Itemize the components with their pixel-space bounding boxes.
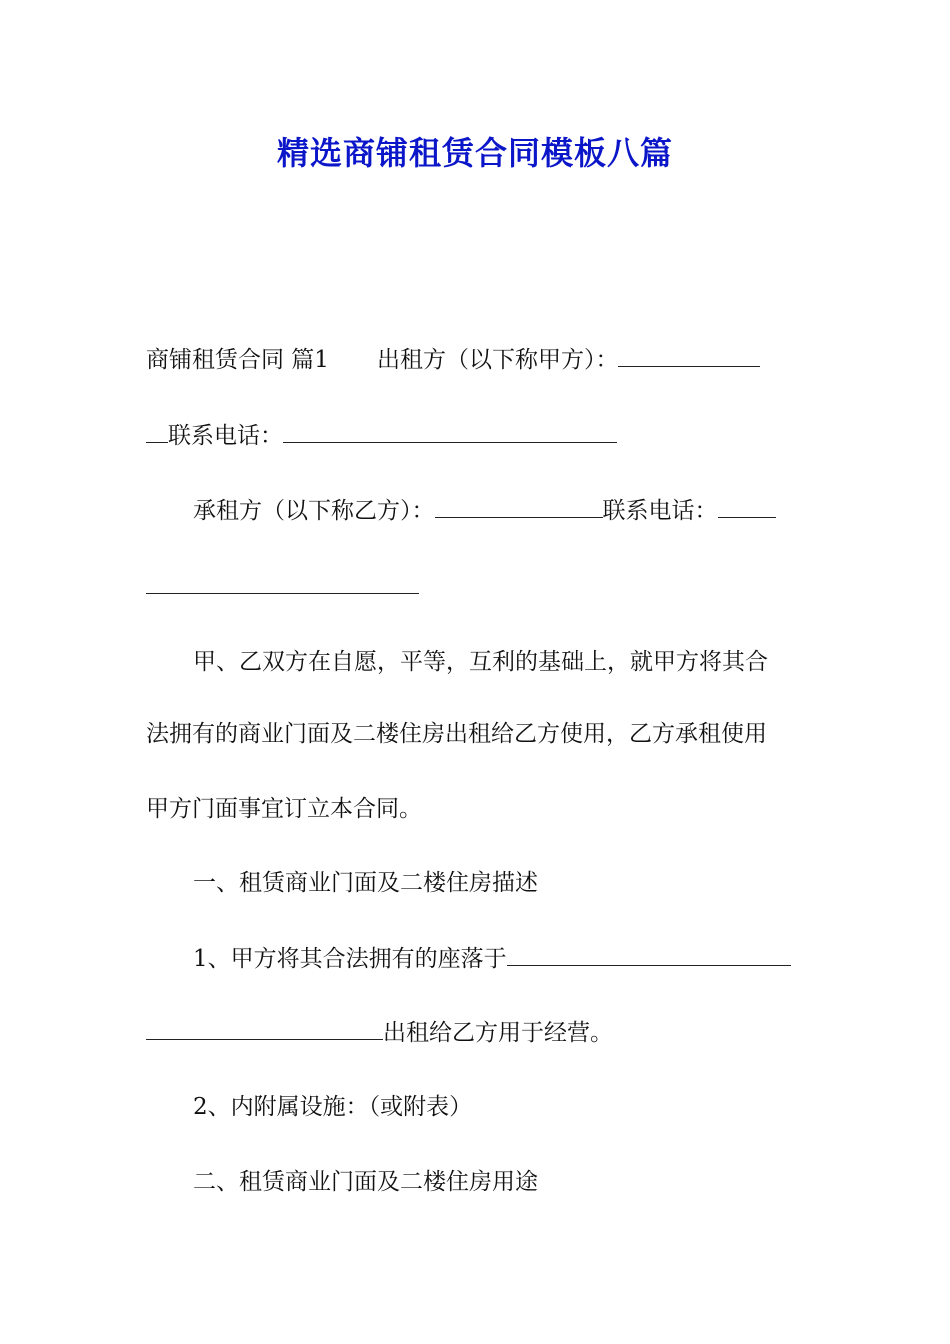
document-title: 精选商铺租赁合同模板八篇 xyxy=(276,134,673,172)
lessor-name-blank-cont xyxy=(146,421,168,443)
section-heading-1: 一、租赁商业门面及二楼住房描述 xyxy=(193,870,538,896)
clause-1-cont-line xyxy=(146,1016,806,1050)
paragraph-line: 法拥有的商业门面及二楼住房出租给乙方使用，乙方承租使用 xyxy=(146,721,767,747)
lessee-phone-blank xyxy=(718,496,776,518)
lessee-line xyxy=(193,494,806,528)
location-blank xyxy=(507,944,791,966)
lessor-phone-label: 联系电话： xyxy=(168,423,283,449)
paragraph-line: 甲、乙双方在自愿，平等，互利的基础上，就甲方将其合 xyxy=(193,649,768,675)
lessee-phone-label: 联系电话： xyxy=(602,498,718,524)
lessor-contact-line xyxy=(146,419,806,453)
location-blank-cont xyxy=(146,1018,383,1040)
lessee-label: 承租方（以下称乙方）： xyxy=(193,498,435,524)
lessor-phone-blank xyxy=(283,421,617,443)
lessor-label: 出租方（以下称甲方）： xyxy=(376,347,619,373)
clause-1-text: 1、甲方将其合法拥有的座落于 xyxy=(193,946,507,972)
section-heading-2: 二、租赁商业门面及二楼住房用途 xyxy=(193,1169,538,1195)
paragraph-line: 甲方门面事宜订立本合同。 xyxy=(146,796,422,822)
lessor-name-blank xyxy=(618,345,760,367)
clause-1-line xyxy=(193,942,806,976)
lessee-phone-blank-cont xyxy=(146,572,419,594)
clause-1-cont-text: 出租给乙方用于经营。 xyxy=(383,1020,613,1046)
contract-heading: 商铺租赁合同 篇1 xyxy=(146,347,329,373)
clause-2-line: 2、内附属设施：（或附表） xyxy=(193,1094,473,1120)
lessee-name-blank xyxy=(435,496,603,518)
lessee-phone-blank-line xyxy=(146,570,806,604)
contract-heading-line xyxy=(146,343,806,377)
